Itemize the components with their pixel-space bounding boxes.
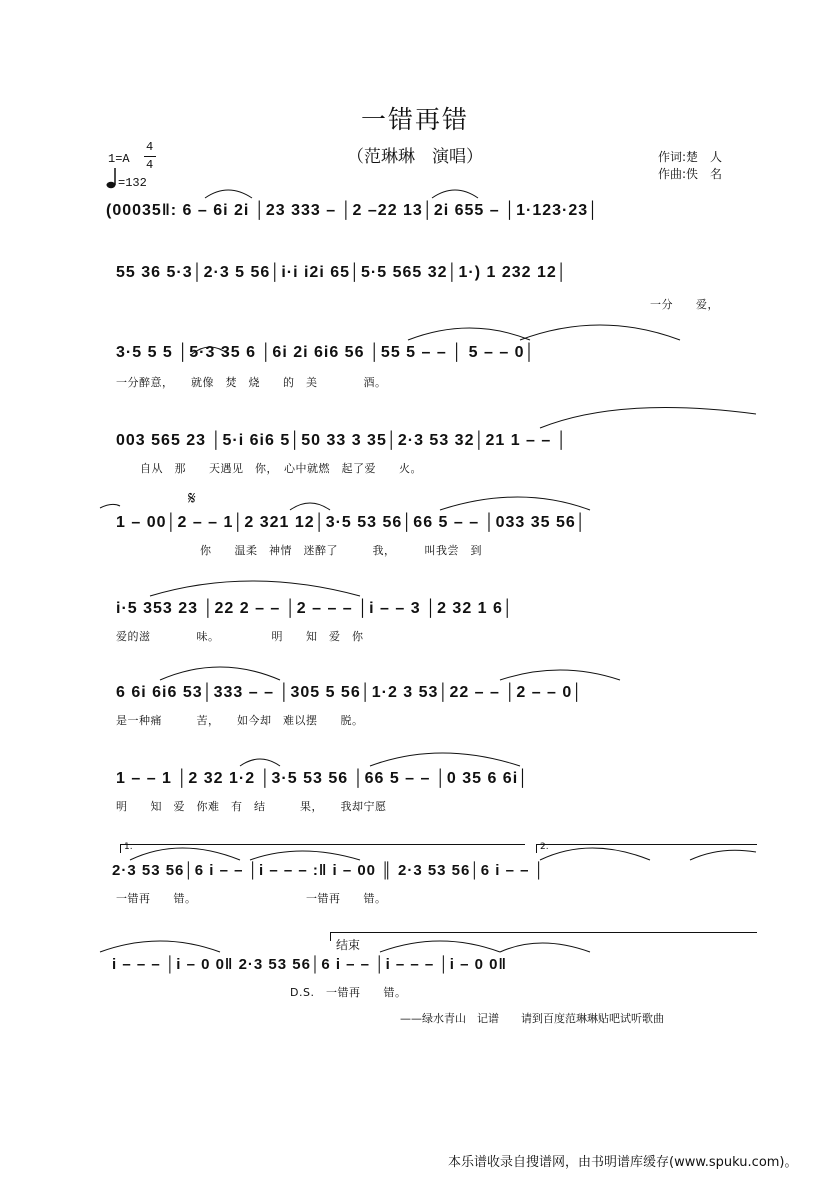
key-signature: 1=A — [108, 152, 130, 166]
system-6-lyrics: 爱的滋 味。 明 知 爱 你 — [116, 630, 364, 643]
system-8-notes: 1 – – 1 │2 32 1·2 │3·5 53 56 │66 5 – – │0 35 6 6i│ — [116, 770, 530, 787]
system-9-lyrics: 一错再 错。 一错再 错。 — [116, 892, 387, 905]
performer-subtitle: （范琳琳 演唱） — [347, 147, 483, 167]
system-6-notes: i·5 353 23 │22 2 – – │2 – – – │i – – 3 │2 32 1 6│ — [116, 600, 514, 617]
system-7-lyrics: 是一种痛 苦， 如今却 难以摆 脱。 — [116, 714, 364, 727]
system-5-notes: 1 – 00│2 – – 1│2 321 12│3·5 53 56│66 5 – – │033 35 56│ — [116, 514, 587, 531]
system-9-notes: 2·3 53 56│6 i – – │i – – – :‖ i – 00 ║ 2·3 53 56│6 i – – │ — [112, 862, 545, 879]
lyricist-credit: 作词:楚 人 — [658, 150, 723, 164]
system-3-notes: 3·5 5 5 │5·3 35 6 │6i 2i 6i6 56 │55 5 – – │ 5 – – 0│ — [116, 344, 536, 361]
source-note: 本乐谱收录自搜谱网，由书明谱库缓存(www.spuku.com)。 — [448, 1155, 798, 1170]
system-7-notes: 6 6i 6i6 53│333 – – │305 5 56│1·2 3 53│22 – – │2 – – 0│ — [116, 684, 584, 701]
system-10-notes: i – – – │i – 0 0‖ 2·3 53 56│6 i – – │i – – – │i – 0 0‖ — [112, 956, 507, 973]
meter-bottom: 4 — [146, 158, 154, 172]
system-4-notes: 003 565 23 │5·i 6i6 5│50 33 3 35│2·3 53 32│21 1 – – │ — [116, 432, 568, 449]
volta-2-label: 2. — [540, 842, 549, 852]
system-5-lyrics: 你 温柔 神情 迷醉了 我， 叫我尝 到 — [200, 544, 482, 557]
system-10-lyrics: D.S. 一错再 错。 — [290, 986, 407, 999]
system-2-notes: 55 36 5·3│2·3 5 56│i·i i2i 65│5·5 565 32│1·) 1 232 12│ — [116, 264, 568, 281]
ending-label: 结束 — [336, 938, 361, 952]
composer-credit: 作曲:佚 名 — [658, 167, 723, 181]
system-3-lyrics: 一分醉意， 就像 焚 烧 的 美 酒。 — [116, 376, 387, 389]
segno-icon: 𝄋 — [188, 488, 196, 509]
system-2-lyrics: 一分 爱， — [650, 298, 719, 311]
system-4-lyrics: 自从 那 天遇见 你， 心中就燃 起了爱 火。 — [140, 462, 422, 475]
tempo-marking: =132 — [118, 176, 147, 190]
system-1-notes: (00035‖: 6 – 6i 2i │23 333 – │2 –22 13│2i 655 – │1·123·23│ — [106, 202, 600, 219]
transcriber-credit: ——绿水青山 记谱 请到百度范琳琳贴吧试听歌曲 — [400, 1012, 664, 1025]
volta-1-label: 1. — [124, 842, 133, 852]
song-title: 一错再错 — [360, 105, 469, 134]
system-8-lyrics: 明 知 爱 你难 有 结 果， 我却宁愿 — [116, 800, 387, 813]
meter-top: 4 — [146, 140, 154, 154]
